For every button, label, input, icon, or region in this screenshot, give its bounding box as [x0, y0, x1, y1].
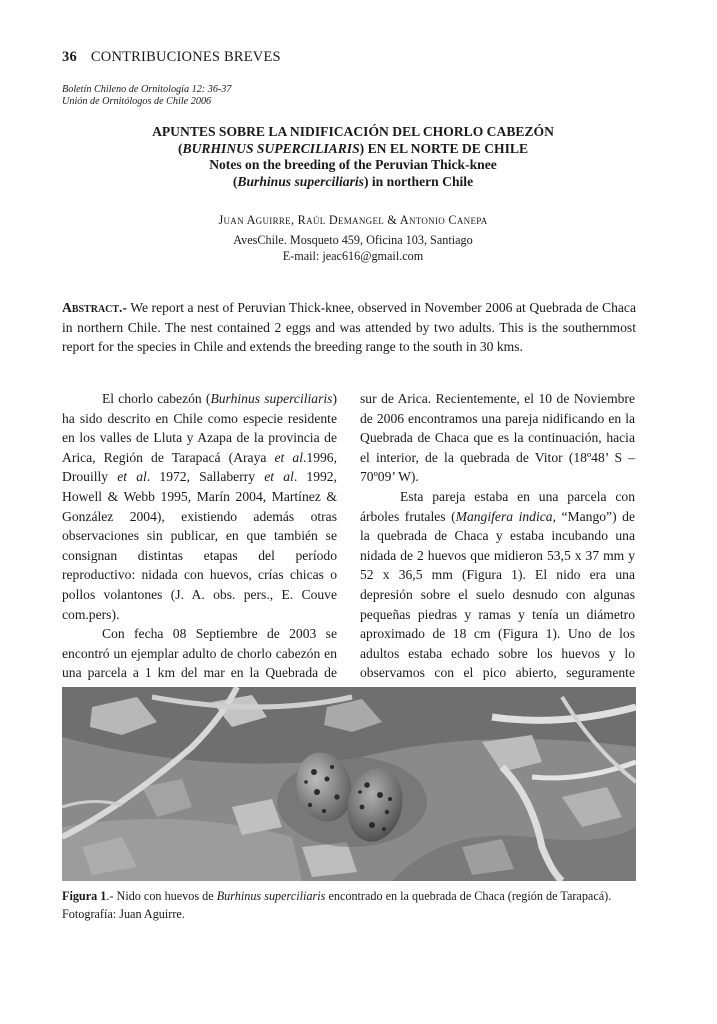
abstract-label: Abstract.-	[62, 300, 127, 315]
caption-line-1	[62, 887, 640, 905]
species-name: Burhinus superciliaris	[210, 391, 333, 406]
title-en-rest: in northern Chile	[368, 173, 474, 189]
paragraph: sur de Arica. Recientemente, el 10 de Noviembre de 2006 encontramos una pareja nidificando en la Quebrada de Chaca que es la continuación, hacia el interior, de la quebrada de Vitor (18º48’ S – 70º09’ W).	[360, 391, 635, 485]
section-title: CONTRIBUCIONES BREVES	[90, 49, 281, 65]
title-es-line-1: APUNTES SOBRE LA NIDIFICACIÓN DEL CHORLO CABEZÓN	[152, 124, 554, 139]
text-run: Esta pareja estaba en una parcela con árboles frutales (	[360, 488, 635, 524]
running-header	[62, 49, 281, 66]
page-number: 36	[62, 49, 77, 65]
affiliation-block	[62, 232, 644, 264]
abstract	[62, 298, 636, 357]
title-en-species: Burhinus superciliaris	[237, 173, 364, 189]
figure-caption	[62, 887, 640, 923]
et-al: et al	[117, 469, 147, 485]
title-es-rest: EN EL NORTE DE CHILE	[364, 140, 529, 156]
text-run: ) ha sido descrito en Chile como especie residente en los valles de Lluta y Azapa de la provincia de Arica, Región de Tarapacá (Araya	[62, 391, 337, 465]
et-al: et al	[264, 469, 294, 485]
article-title	[62, 124, 644, 190]
text-run: . 1992, Howell & Webb 1995, Marín 2004, Martínez & González 2004), existiendo además otras observaciones sin publicar, en que también se consignan distintas etapas del período reproductivo: nidada con huevos, crías chicas o pollos volantones (J. A. obs. pers., E. Couve com.pers).	[62, 469, 337, 622]
title-en-line-1: Notes on the breeding of the Peruvian Thick-knee	[209, 157, 497, 173]
title-en-line-2: (Burhinus superciliaris) in northern Chile	[232, 173, 474, 189]
paragraph: Con fecha 08 Septiembre de 2003 se encontró un ejemplar adulto de chorlo cabezón en una parcela a 1 km del mar en la Quebrada de	[62, 626, 337, 681]
text-run: . 1972, Sallaberry	[146, 469, 265, 485]
affiliation: AvesChile. Mosqueto 459, Oficina 103, Santiago	[233, 233, 473, 247]
title-es-species: BURHINUS SUPERCILIARIS	[182, 140, 360, 156]
title-es-line-2: (BURHINUS SUPERCILIARIS) EN EL NORTE DE CHILE	[177, 140, 529, 156]
text-run: El chorlo cabezón (	[102, 391, 211, 406]
caption-text: encontrado en la quebrada de Chaca (región de Tarapacá).	[325, 889, 612, 903]
photo-credit: Fotografía: Juan Aguirre.	[62, 907, 185, 921]
paragraph	[62, 389, 337, 624]
caption-text: .- Nido con huevos de	[106, 889, 217, 903]
abstract-text: We report a nest of Peruvian Thick-knee, observed in November 2006 at Quebrada de Chaca in northern Chile. The nest contained 2 eggs and was attended by two adults. This is the southernmost report for the species in Chile and extends the breeding range to the south in 30 kms.	[62, 300, 636, 355]
nest-photograph	[62, 687, 636, 881]
body-column-left	[62, 389, 337, 703]
text-run: , “Mango”) de la quebrada de Chaca y estaba incubando una nidada de 2 huevos que midieron 53,5 x 37 mm y 52 x 36,5 mm (Figura 1). El nido era una depresión sobre el suelo desnudo con algunas pequeñas piedras y ramas y tenía un diámetro aproximado de 18 cm (Figura 1). Uno de los adultos estaba echado sobre los huevos y lo observamos con el pico abierto, seguramente	[360, 508, 635, 681]
paragraph	[360, 487, 635, 703]
et-al: et al	[274, 449, 303, 465]
journal-line-2: Unión de Ornitólogos de Chile 2006	[62, 95, 212, 107]
journal-citation	[62, 84, 232, 107]
body-column-right	[360, 389, 635, 703]
authors: Juan Aguirre, Raúl Demangel & Antonio Canepa	[218, 213, 488, 227]
text-run: .1996, Drouilly	[62, 449, 337, 485]
figure-label: Figura 1	[62, 889, 107, 903]
species-name: Mangifera indica	[455, 508, 553, 524]
email: E-mail: jeac616@gmail.com	[282, 249, 424, 263]
caption-species: Burhinus superciliaris	[216, 889, 326, 903]
journal-line-1: Boletín Chileno de Ornitología 12: 36-37	[62, 84, 232, 95]
